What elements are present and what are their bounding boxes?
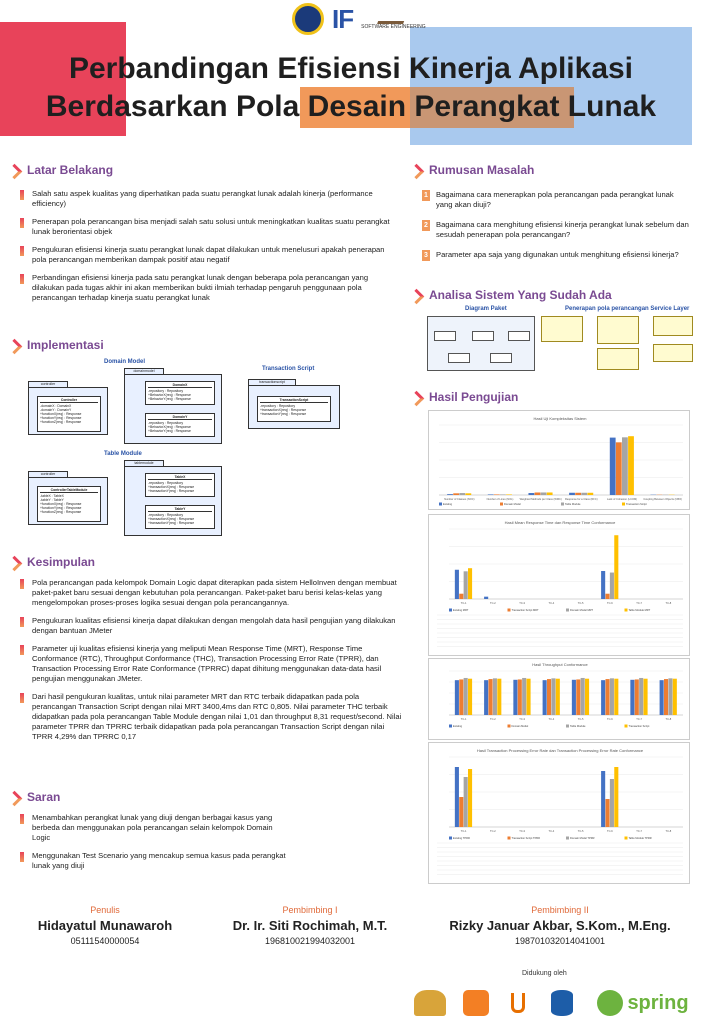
bar-table-module [668,678,672,715]
bar-table-module-tprr [468,769,472,827]
x-tick-label: Number of Classes (NOC) [444,498,475,501]
package-box [448,353,470,363]
domainy-class [145,413,215,437]
its-logo-icon [292,3,324,35]
domain-model-label: Domain Model [104,359,146,365]
class-name: DomainX [148,383,212,388]
number-badge: 2 [422,220,430,231]
kesimpulan-list [20,578,402,750]
bar-domain-model [494,494,500,495]
class-member: -repository : Repository [148,421,184,425]
class-member: +transactionX(req) : Response [148,517,195,521]
tabley-class [145,505,215,529]
bar-domain-model [488,679,492,715]
section-title: Analisa Sistem Yang Sudah Ada [429,288,612,302]
legend-swatch [566,609,569,612]
bar-domain-model [605,679,609,715]
bar-table-module [581,493,587,495]
x-tick-label: TC-1 [460,602,467,605]
x-tick-label: TC-1 [460,718,467,721]
service-layer-label: Penerapan pola perancangan Service Layer [565,306,690,312]
bar-existing [630,680,634,715]
x-tick-label: TC-5 [577,830,584,833]
bar-domain-model [635,679,639,715]
list-text: Bagaimana cara menghitung efisiensi kinerja perangkat lunak sebelum dan sesudah penerapan pola perancangan? [436,220,689,239]
bar-domain-model-tprr [610,779,614,827]
bar-transaction-script [628,436,634,495]
bar-table-module [522,678,526,715]
transactionscript-package [248,380,340,429]
transaction-script-label: Transaction Script [262,366,315,372]
number-badge: 1 [422,190,430,201]
bar-transaction-script-tprr [605,799,609,827]
package-diagram [427,316,535,371]
java-shape [511,993,525,1013]
legend-swatch [566,837,569,840]
x-tick-label: TC-7 [636,718,643,721]
chart-complexity-svg [429,411,691,511]
bar-table-module [610,678,614,715]
x-tick-label: TC-1 [460,830,467,833]
pembimbing1-name: Dr. Ir. Siti Rochimah, M.T. [232,918,388,933]
bar-domain-model [518,679,522,715]
saran-list [20,813,288,879]
poster-title [0,50,702,126]
legend-swatch [500,503,503,506]
bar-existing [601,680,605,715]
class-member: -domainY : DomainY [40,408,72,412]
legend-label: Domain Model [504,503,521,506]
controller-class [37,396,101,432]
section-rumusan-heading [410,163,534,177]
rumusan-list [422,190,690,270]
x-tick-label: TC-4 [548,830,555,833]
chart-throughput [428,658,690,740]
legend-swatch [449,725,452,728]
logo-bar [292,2,426,36]
x-tick-label: TC-2 [489,830,496,833]
bar-transaction-script [644,679,648,715]
x-tick-label: TC-5 [577,718,584,721]
service-class [597,316,639,344]
tomcat-shape [414,990,446,1016]
bar-transaction-script [547,492,553,495]
transactionscript-class [257,396,331,422]
java-logo-icon [500,988,536,1018]
class-member: +functionZ(req) : Response [40,510,82,514]
bar-table-module [639,678,643,715]
bar-existing-tprr [455,767,459,827]
chart-mrt [428,514,690,656]
section-implementasi-heading [8,338,104,352]
list-item: Salah satu aspek kualitas yang diperhatikan pada suatu perangkat lunak adalah kinerja (performance efficiency) [20,189,390,209]
pembimbing2-name: Rizky Januar Akbar, S.Kom., M.Eng. [449,918,671,933]
legend-label: Domain Model [511,725,529,728]
bar-existing [488,494,494,495]
domainx-class [145,381,215,405]
class-name: TableX [148,475,212,480]
bar-domain-model [459,679,463,715]
bar-existing [455,680,459,715]
bar-existing [484,680,488,715]
table-module-label: Table Module [104,451,142,457]
section-analisa-heading [410,288,612,302]
class-member: +BehaviorY(req) : Response [148,429,191,433]
x-tick-label: Coupling Between Objects (CBO) [643,498,682,501]
class-name: Controller [40,398,98,403]
analisa-diagrams [425,306,695,376]
class-name: TransactionScript [260,398,328,403]
bar-existing-mrt [484,597,488,599]
class-member: -tableX : TableX [40,494,64,498]
class-member: -repository : Repository [148,513,184,517]
se-mark-icon [377,8,409,24]
package-tab: controller [28,381,68,388]
list-item [422,250,690,260]
list-item: Penerapan pola perancangan bisa menjadi salah satu solusi untuk meningkatkan kualitas suatu perangkat lunak berorientasi objek [20,217,390,237]
chart-throughput-svg [429,659,691,741]
class-member: -domainX : DomainX [40,404,72,408]
legend-swatch [508,725,511,728]
section-title: Implementasi [27,338,104,352]
x-tick-label: TC-6 [606,718,613,721]
list-item: Menggunakan Test Scenario yang mencakup semua kasus pada perangkat lunak yang diuji [20,851,288,871]
bar-table-module [500,494,506,495]
bar-existing [513,680,517,715]
mysql-db-logo-icon [544,988,580,1018]
pembimbing2-role: Pembimbing II [531,905,589,915]
xampp-logo-icon [458,988,494,1018]
db-shape [551,990,573,1016]
title-line-1: Perbandingan Efisiensi Kinerja Aplikasi [68,52,634,85]
controller-tablemodule-class [37,486,101,522]
x-tick-label: Weighted Methods per Class (WMC) [519,498,562,501]
legend-label: Transaction Script [626,503,647,506]
x-tick-label: TC-6 [606,830,613,833]
implementasi-diagrams [20,356,340,536]
package-tab: transactionscript [248,379,296,386]
class-member: +BehaviorX(req) : Response [148,425,191,429]
section-title: Hasil Pengujian [429,390,519,404]
x-tick-label: TC-5 [577,602,584,605]
software-engineering-logo [361,8,426,30]
class-member: -tableY : TableY [40,498,64,502]
bar-transaction-script [468,679,472,715]
bar-table-module-mrt [468,568,472,599]
spring-leaf-icon [597,990,623,1016]
chevron-icon [8,339,21,352]
list-text: Bagaimana cara menerapkan pola perancangan pada perangkat lunak yang akan diuji? [436,190,674,209]
bar-table-module [459,493,465,495]
if-logo: IF [332,3,354,34]
package-box [472,331,494,341]
legend-swatch [508,837,511,840]
class-member: +transactionX(req) : Response [148,485,195,489]
chevron-icon [410,289,423,302]
list-item: Pengukuran efisiensi kinerja suatu perangkat lunak dapat dilakukan untuk menelusuri apakah penerapan pola perancangan memberikan dampak positif atau negatif [20,245,390,265]
chevron-icon [8,164,21,177]
x-tick-label: TC-3 [519,718,526,721]
supported-by-label: Didukung oleh [522,970,567,977]
legend-label: Domain Model MRT [570,609,594,612]
domainmodel-package [124,369,222,444]
tomcat-logo-icon [408,988,452,1018]
service-class [597,348,639,370]
bar-transaction-script-mrt [459,594,463,599]
tablex-class [145,473,215,497]
x-tick-label: Response for a Class (RFC) [565,498,598,501]
bar-transaction-script [587,493,593,495]
bar-table-module [581,678,585,715]
bar-existing [569,493,575,495]
bar-domain-model [616,442,622,495]
chevron-icon [8,556,21,569]
bar-transaction-script [506,494,512,495]
x-tick-label: TC-3 [519,602,526,605]
class-member: +transactionY(req) : Response [148,521,195,525]
list-item [422,190,690,210]
x-tick-label: TC-7 [636,830,643,833]
penulis-name: Hidayatul Munawaroh [37,918,173,933]
chart-tprr [428,742,690,884]
legend-swatch [439,503,442,506]
class-member: -repository : Repository [148,389,184,393]
package-tab: controller [28,471,68,478]
bar-table-module-tprr [614,767,618,827]
class-member: +transactionY(req) : Response [260,412,307,416]
number-badge: 3 [422,250,430,261]
bar-domain-model [575,493,581,495]
legend-label: Transaction Script [628,725,650,728]
tablemodule-package [124,461,222,536]
section-hasil-heading [410,390,518,404]
bar-transaction-script [556,679,560,715]
legend-label: Table Module [570,725,586,728]
chart-title: Hasil Uji Kompleksitas Sistem [533,416,587,421]
legend-label: Table Module TPRR [628,837,652,840]
legend-label: Existing TPRR [453,837,470,840]
service-class [653,344,693,362]
legend-label: Table Module [565,503,581,506]
class-member: -repository : Repository [148,481,184,485]
bar-transaction-script [497,679,501,715]
class-member: +functionX(req) : Response [40,412,82,416]
class-member: +transactionX(req) : Response [260,408,307,412]
package-box [490,353,512,363]
pembimbing1-role: Pembimbing I [282,905,338,915]
list-item: Perbandingan efisiensi kinerja pada satu perangkat lunak dengan beberapa pola perancangan yang dilakukan pada tugas akhir ini akan memberikan bukti ilmiah terhadap pengaruh penggunaan pola perancangan terhadap kinerja suatu perangkat lunak [20,273,390,303]
bar-table-module-mrt [614,535,618,599]
diagram-paket-label: Diagram Paket [465,306,507,312]
pembimbing2-id: 198701032014041001 [514,936,606,946]
class-member: +functionZ(req) : Response [40,420,82,424]
chart-title: Hasil Throughput Conformance [532,662,588,667]
x-tick-label: TC-6 [606,602,613,605]
bar-existing [660,680,664,715]
package-tab: tablemodule [124,460,164,467]
bar-domain-model [576,679,580,715]
x-tick-label: TC-8 [665,602,672,605]
class-member: +functionY(req) : Response [40,416,82,420]
legend-swatch [622,503,625,506]
chevron-icon [410,164,423,177]
bar-transaction-script [673,679,677,715]
package-tab: domainmodel [124,368,164,375]
list-item: Pengukuran kualitas efisiensi kinerja dapat dilakukan dengan mengolah data hasil pengujian yang dilakukan dengan bantuan JMeter [20,616,402,636]
section-title: Rumusan Masalah [429,163,535,177]
class-member: +BehaviorX(req) : Response [148,393,191,397]
section-saran-heading [8,790,60,804]
bar-transaction-script [585,679,589,715]
bar-transaction-script-mrt [605,594,609,599]
x-tick-label: TC-7 [636,602,643,605]
penulis-block [10,905,200,946]
chart-mrt-svg [429,515,691,657]
legend-label: Existing MRT [453,609,469,612]
spring-text: spring [627,991,689,1014]
bar-existing [572,680,576,715]
chart-title: Hasil Mean Response Time dan Response Time Conformance [504,520,616,525]
legend-swatch [561,503,564,506]
legend-swatch [508,609,511,612]
bar-table-module [464,678,468,715]
list-text: Parameter apa saja yang digunakan untuk menghitung efisiensi kinerja? [436,250,679,259]
section-title: Saran [27,790,61,804]
legend-swatch [449,609,452,612]
bar-existing-tprr [601,771,605,827]
bar-table-module [622,437,628,495]
chevron-icon [410,391,423,404]
spring-logo [588,988,698,1018]
bar-existing [528,493,534,495]
bar-table-module [493,678,497,715]
chart-complexity [428,410,690,510]
bar-table-module [551,678,555,715]
bar-domain-model-mrt [610,573,614,599]
x-tick-label: TC-4 [548,602,555,605]
section-latar-heading [8,163,113,177]
bar-transaction-script [465,493,471,495]
se-logo-text: SOFTWARE ENGINEERING [361,24,426,30]
legend-label: Existing [443,503,453,506]
bar-domain-model [547,679,551,715]
title-line-2: Berdasarkan Pola Desain Perangkat Lunak [45,90,657,123]
legend-swatch [566,725,569,728]
x-tick-label: Lack of Cohesion (LCOM) [607,498,637,501]
bar-domain-model-tprr [464,777,468,827]
list-item: Pola perancangan pada kelompok Domain Logic dapat diterapkan pada sistem HelloInven dengan membuat paket-paket baru sesuai dengan kebutuhan pola perancangan. Paket-paket baru berisi kelas-kelas yang mengelompokan proses-proses logika sesuai dengan pola perancangannya. [20,578,402,608]
legend-swatch [625,837,628,840]
bar-transaction-script [527,679,531,715]
section-title: Kesimpulan [27,555,96,569]
class-name: ControllerTableModule [40,488,98,493]
class-member: +functionY(req) : Response [40,506,82,510]
legend-label: Domain Model TPRR [570,837,595,840]
pembimbing1-id: 196810021994032001 [264,936,356,946]
list-item: Menambahkan perangkat lunak yang diuji dengan berbagai kasus yang berbeda dan menggunakan pola perancangan selain kelompok Domain Logic [20,813,288,843]
bar-existing [610,438,616,495]
bar-domain-model-mrt [464,571,468,599]
chevron-icon [8,791,21,804]
x-tick-label: TC-8 [665,718,672,721]
service-class [541,316,583,342]
x-tick-label: TC-2 [489,602,496,605]
bar-existing [447,494,453,495]
bar-domain-model [664,679,668,715]
controller-package [28,382,108,435]
class-name: TableY [148,507,212,512]
bar-existing-mrt [455,570,459,599]
chart-title: Hasil Transaction Processing Error Rate dan Transaction Processing Error Rate Conformance [476,748,644,753]
chart-tprr-svg [429,743,691,885]
list-item: Dari hasil pengukuran kualitas, untuk nilai parameter MRT dan RTC terbaik didapatkan pada pola perancangan Transaction Script dengan nilai MRT 3400,4ms dan RTC 0,805. Nilai parameter THC terbaik didapatkan pada pola perancangan Table Module dengan nilai 1,01 dan throughput 8,31 request/second. Nilai parameter TPRR dan TPRRC terbaik didapatkan pada pola perancangan Transaction Script dengan nilai TPRR 4,29% dan TPRRC 0,17 [20,692,402,742]
legend-label: Table Module MRT [628,609,651,612]
bar-transaction-script-tprr [459,797,463,827]
bar-domain-model [535,492,541,495]
bar-transaction-script [614,679,618,715]
controller-tm-package [28,472,108,525]
x-tick-label: TC-8 [665,830,672,833]
package-box [508,331,530,341]
bar-existing [543,680,547,715]
x-tick-label: Number of Lines (NOL) [486,498,514,501]
legend-swatch [625,609,628,612]
bar-domain-model [453,493,459,495]
pembimbing2-block [425,905,695,946]
bar-table-module [541,492,547,495]
x-tick-label: TC-2 [489,718,496,721]
list-item [422,220,690,240]
legend-swatch [449,837,452,840]
section-kesimpulan-heading [8,555,95,569]
class-member: +transactionY(req) : Response [148,489,195,493]
class-member: -repository : Repository [260,404,296,408]
class-member: +functionX(req) : Response [40,502,82,506]
package-box [434,331,456,341]
class-member: +BehaviorY(req) : Response [148,397,191,401]
legend-swatch [625,725,628,728]
section-title: Latar Belakang [27,163,114,177]
x-tick-label: TC-3 [519,830,526,833]
penulis-role: Penulis [90,905,120,915]
bar-existing-mrt [601,571,605,599]
penulis-id: 05111540000054 [70,936,140,946]
xampp-shape [463,990,489,1016]
pembimbing1-block [205,905,415,946]
list-item: Parameter uji kualitas efisiensi kinerja yang meliputi Mean Response Time (MRT), Response Time Conformance (RTC), Throughput Conformance (THC), Transaction Processing Error Rate (TPRR), dan Transaction Processing Error Rate Conformance (TPRRC) dapat dihitung menggunakan data-data hasil pengujian menggunakan JMeter. [20,644,402,684]
class-name: DomainY [148,415,212,420]
legend-label: Existing [453,725,463,728]
service-class [653,316,693,336]
latar-list [20,189,390,311]
x-tick-label: TC-4 [548,718,555,721]
legend-label: Transaction Script TPRR [511,837,541,840]
legend-label: Transaction Script MRT [511,609,539,612]
